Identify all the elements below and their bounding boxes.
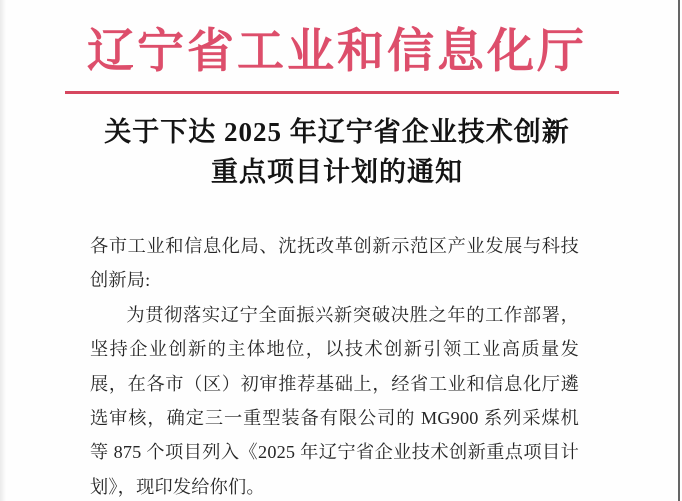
body-paragraph-line5: 等 875 个项目列入《2025 年辽宁省企业技术创新重点项目计	[90, 442, 579, 463]
body-paragraph-line1: 为贯彻落实辽宁全面振兴新突破决胜之年的工作部署，	[126, 304, 579, 325]
document-body	[90, 229, 579, 501]
body-paragraph-line3: 展，在各市（区）初审推荐基础上，经省工业和信息化厅遴	[90, 373, 579, 394]
body-salutation-line1: 各市工业和信息化局、沈抚改革创新示范区产业发展与科技	[90, 236, 579, 256]
body-paragraph-line6: 划》，现印发给你们。	[90, 476, 265, 497]
document-title-line1: 关于下达 2025 年辽宁省企业技术创新	[104, 117, 570, 147]
document-title	[0, 112, 674, 192]
letterhead-org-name: 辽宁省工业和信息化厅	[87, 26, 587, 78]
body-salutation-line2: 创新局:	[90, 270, 151, 291]
letterhead-divider	[65, 91, 619, 94]
body-paragraph-line2: 坚持企业创新的主体地位，以技术创新引领工业高质量发	[90, 339, 579, 360]
scan-edge-artifact	[678, 0, 680, 501]
document-title-line2: 重点项目计划的通知	[211, 157, 463, 187]
body-paragraph-line4: 选审核，确定三一重型装备有限公司的 MG900 系列采煤机	[90, 408, 579, 429]
